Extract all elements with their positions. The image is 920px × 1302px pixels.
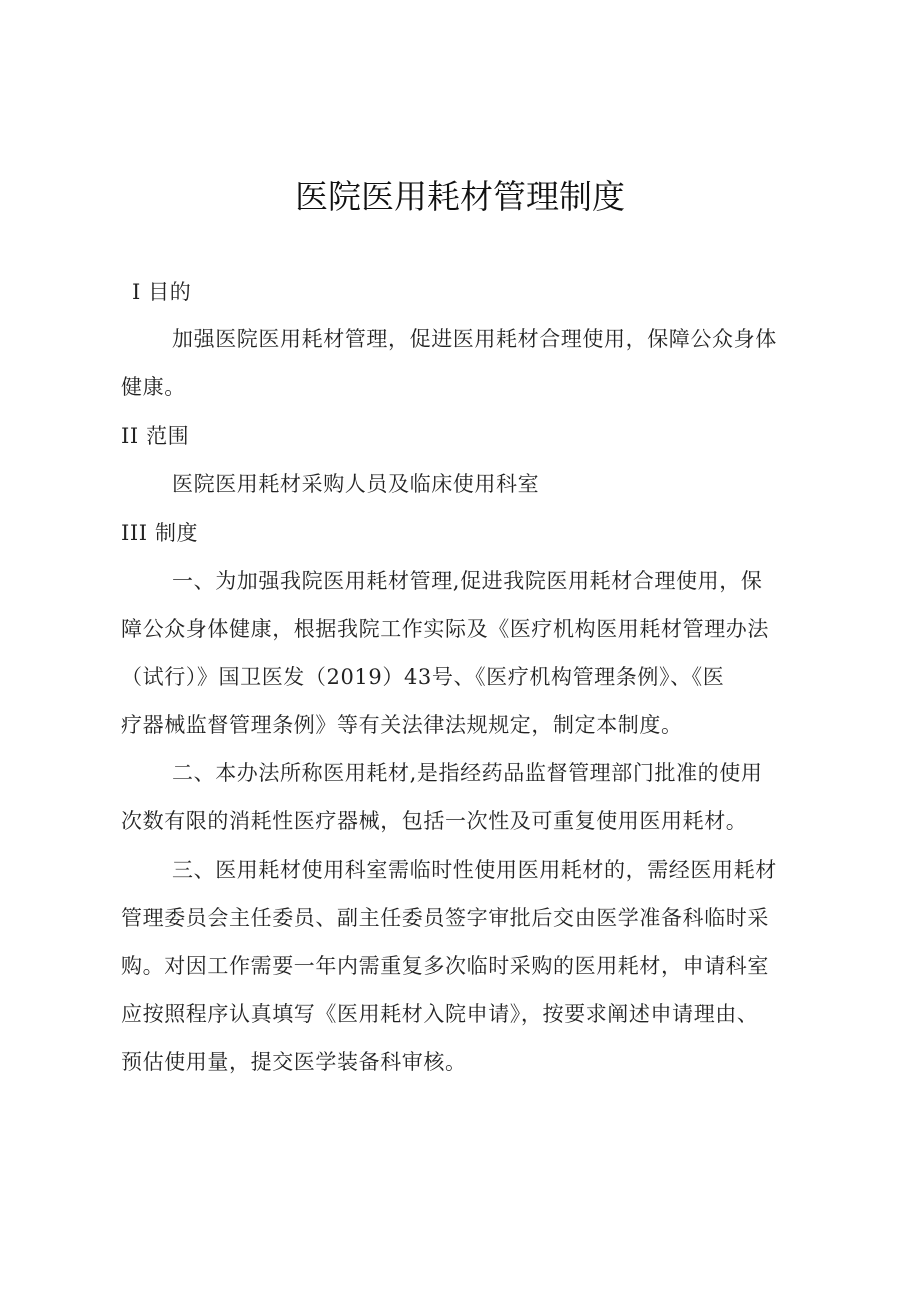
paragraph-line: 二、本办法所称医用耗材,是指经药品监督管理部门批准的使用 <box>172 761 763 785</box>
paragraph-line: 疗器械监督管理条例》等有关法律法规规定，制定本制度。 <box>121 713 683 737</box>
paragraph-line: 障公众身体健康，根据我院工作实际及《医疗机构医用耗材管理办法 <box>121 617 769 641</box>
paragraph-line: 预估使用量，提交医学装备科审核。 <box>121 1050 467 1074</box>
paragraph-line: 购。对因工作需要一年内需重复多次临时采购的医用耗材，申请科室 <box>121 954 769 978</box>
document-title: 医院医用耗材管理制度 <box>295 177 625 216</box>
paragraph-line: 加强医院医用耗材管理，促进医用耗材合理使用，保障公众身体 <box>172 327 777 351</box>
paragraph-line: 健康。 <box>121 375 186 399</box>
section-heading-policy: III 制度 <box>121 521 199 545</box>
paragraph-line: 医院医用耗材采购人员及临床使用科室 <box>172 472 540 496</box>
paragraph-line: 一、为加强我院医用耗材管理,促进我院医用耗材合理使用，保 <box>172 569 763 593</box>
paragraph-line: 三、医用耗材使用科室需临时性使用医用耗材的，需经医用耗材 <box>172 858 777 882</box>
section-heading-scope: II 范围 <box>121 424 190 448</box>
paragraph-line: 管理委员会主任委员、副主任委员签字审批后交由医学准备科临时采 <box>121 906 769 930</box>
paragraph-line: （试行）》国卫医发（2019）43号、《医疗机构管理条例》、《医 <box>121 665 725 689</box>
paragraph-line: 次数有限的消耗性医疗器械，包括一次性及可重复使用医用耗材。 <box>121 809 748 833</box>
section-heading-purpose: I 目的 <box>132 280 192 304</box>
paragraph-line: 应按照程序认真填写《医用耗材入院申请》，按要求阐述申请理由、 <box>121 1002 759 1026</box>
